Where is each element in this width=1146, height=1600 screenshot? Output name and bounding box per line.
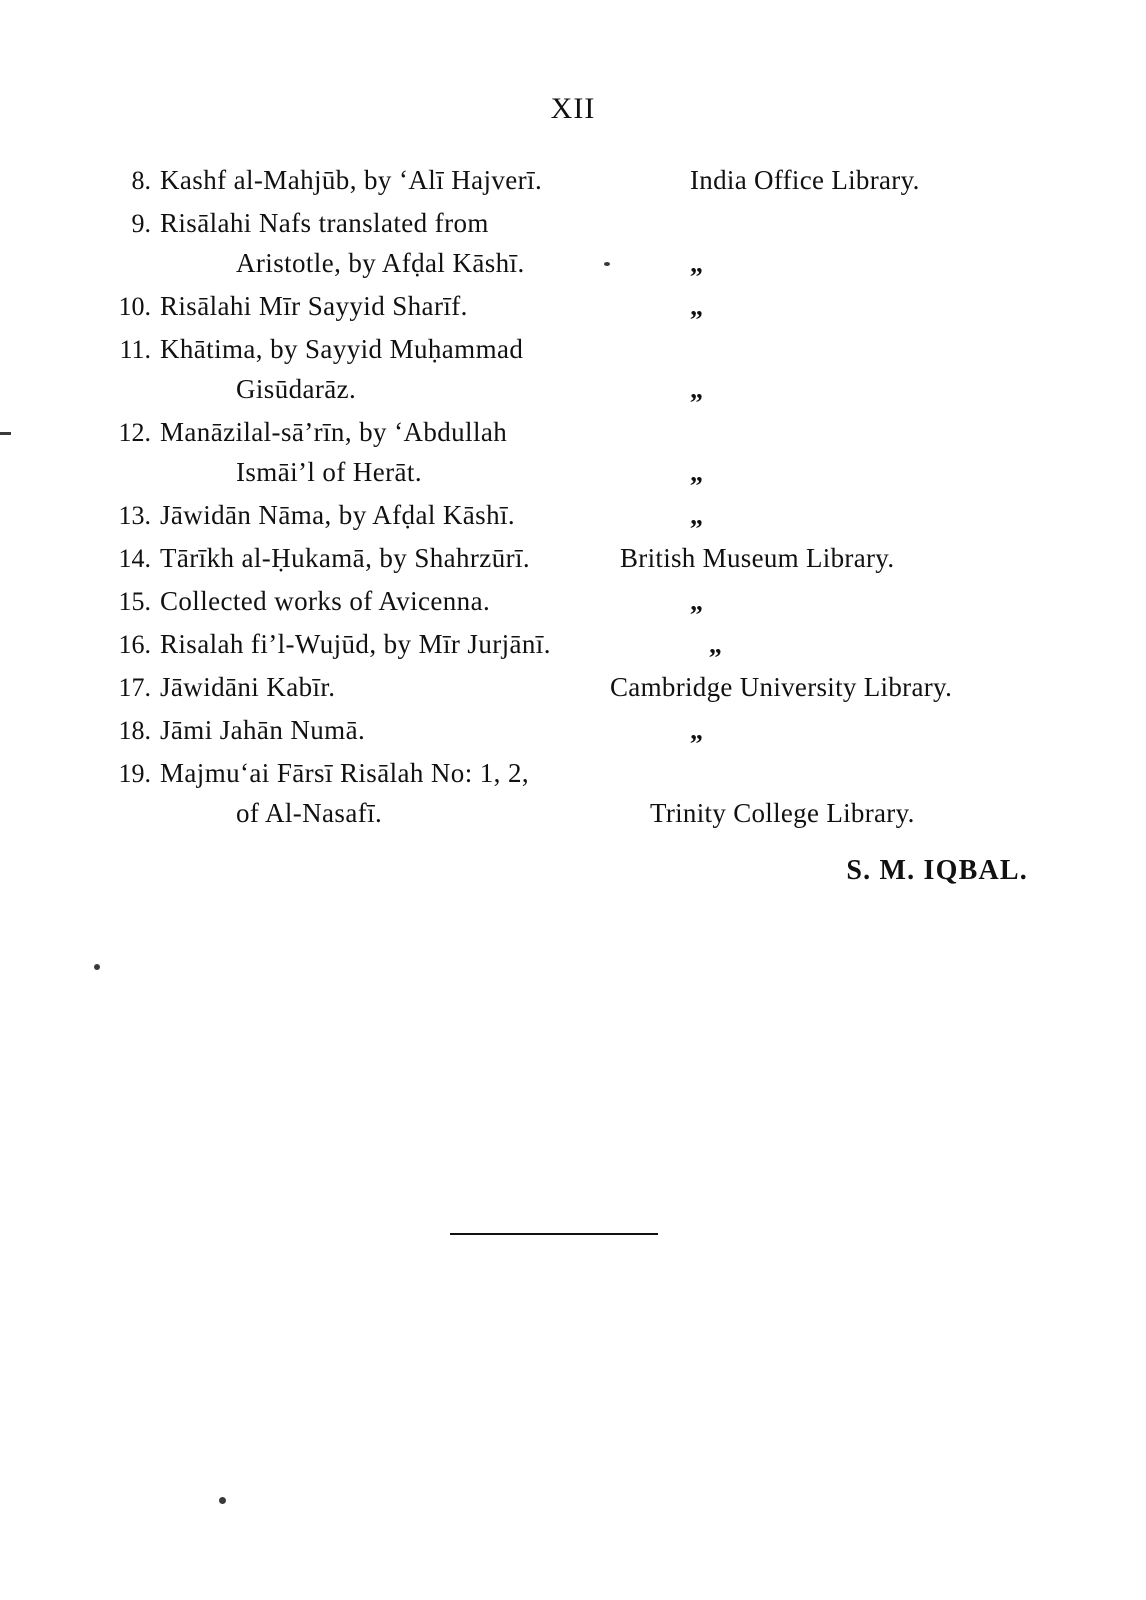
list-item xyxy=(95,586,1050,626)
list-item xyxy=(95,629,1050,669)
list-item xyxy=(95,417,1050,497)
entry-location: Cambridge University Library. xyxy=(610,672,953,702)
entry-title-continuation: Aristotle, by Afḍal Kāshī. xyxy=(236,248,525,278)
entry-title: Kashf al-Mahjūb, by ‘Alī Hajverī. xyxy=(160,165,543,195)
author-signature: S. M. IQBAL. xyxy=(846,855,1028,886)
entry-title: Tārīkh al-Ḥukamā, by Shahrzūrī. xyxy=(160,543,531,573)
list-item xyxy=(95,672,1050,712)
page-speck xyxy=(94,964,100,970)
list-item xyxy=(95,291,1050,331)
entry-title-continuation: of Al-Nasafī. xyxy=(236,798,383,828)
entry-number: 16. xyxy=(118,630,151,659)
entry-title-continuation: Gisūdarāz. xyxy=(236,374,357,404)
entry-location: „ xyxy=(690,375,703,404)
entry-title: Jāwidān Nāma, by Afḍal Kāshī. xyxy=(160,500,516,530)
entry-location: British Museum Library. xyxy=(620,543,895,573)
list-item xyxy=(95,165,1050,205)
entry-number: 8. xyxy=(131,166,151,195)
list-item xyxy=(95,715,1050,755)
horizontal-rule xyxy=(450,1233,658,1235)
page-number: XII xyxy=(550,92,596,125)
entry-title: Khātima, by Sayyid Muḥammad xyxy=(160,334,524,364)
entry-number: 19. xyxy=(118,759,151,788)
entry-number: 17. xyxy=(118,673,151,702)
page-speck xyxy=(604,262,610,266)
entry-location: „ xyxy=(690,458,703,487)
entry-location: „ xyxy=(690,587,703,616)
entry-number: 10. xyxy=(118,292,151,321)
entry-title: Majmu‘ai Fārsī Risālah No: 1, 2, xyxy=(160,758,530,788)
list-item xyxy=(95,500,1050,540)
entry-location: India Office Library. xyxy=(690,165,920,195)
entry-number: 12. xyxy=(118,418,151,447)
entry-location: „ xyxy=(708,630,722,659)
entry-title-continuation: Ismāi’l of Herāt. xyxy=(236,457,422,487)
entry-title: Jāwidāni Kabīr. xyxy=(160,672,336,702)
entry-title: Manāzilal-sā’rīn, by ‘Abdullah xyxy=(160,417,508,447)
entry-location: Trinity College Library. xyxy=(650,798,915,828)
entry-number: 13. xyxy=(118,501,151,530)
list-item xyxy=(95,208,1050,288)
entry-number: 14. xyxy=(118,544,151,573)
entry-number: 15. xyxy=(118,587,151,616)
entry-location: „ xyxy=(690,716,703,745)
page-speck xyxy=(0,432,11,435)
entry-title: Jāmi Jahān Numā. xyxy=(160,715,366,745)
list-item xyxy=(95,543,1050,583)
entry-number: 9. xyxy=(131,209,151,238)
entry-location: „ xyxy=(690,292,703,321)
entry-location: „ xyxy=(690,501,703,530)
entry-number: 18. xyxy=(118,716,151,745)
entry-title: Collected works of Avicenna. xyxy=(160,586,491,616)
page-speck xyxy=(219,1497,226,1504)
bibliography-list xyxy=(95,165,1050,841)
entry-title: Risalah fi’l-Wujūd, by Mīr Jurjānī. xyxy=(160,629,551,659)
entry-title: Risālahi Mīr Sayyid Sharīf. xyxy=(160,291,468,321)
entry-number: 11. xyxy=(119,335,151,364)
entry-location: „ xyxy=(690,249,703,278)
entry-title: Risālahi Nafs translated from xyxy=(160,208,489,238)
list-item xyxy=(95,758,1050,838)
list-item xyxy=(95,334,1050,414)
